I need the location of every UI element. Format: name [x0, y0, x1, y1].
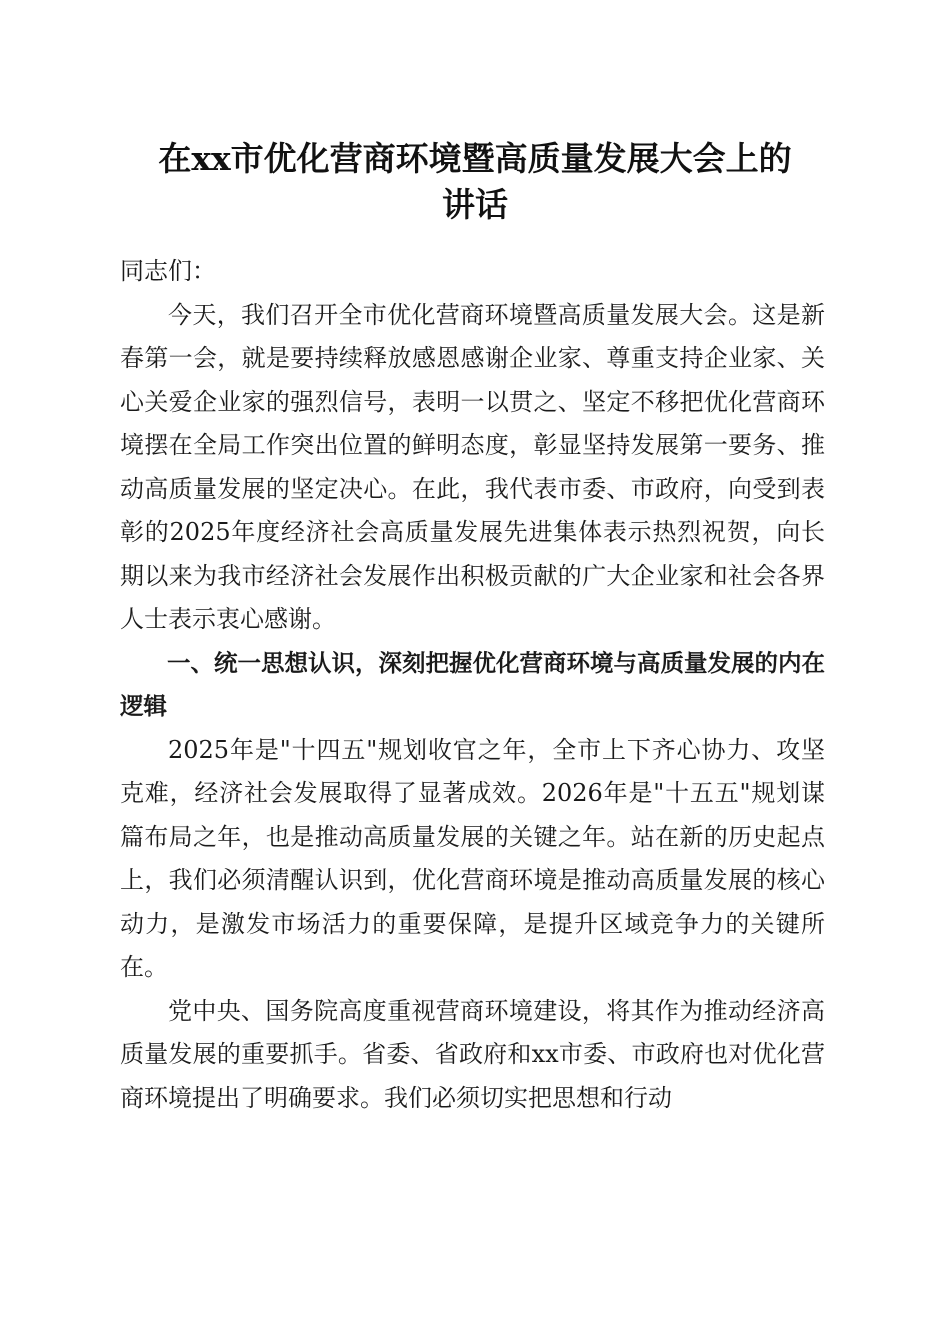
title-line-2: 讲话 — [442, 185, 508, 224]
paragraph-2: 2025年是"十四五"规划收官之年，全市上下齐心协力、攻坚克难，经济社会发展取得了显著成效。2026年是"十五五"规划谋篇布局之年，也是推动高质量发展的关键之年。站在新的历史起点上，我们必须清醒认识到，优化营商环境是推动高质量发展的核心动力，是激发市场活力的重要保障，是提升区域竞争力的关键所在。 — [120, 735, 825, 981]
section-heading-1: 一、统一思想认识，深刻把握优化营商环境与高质量发展的内在逻辑 — [120, 648, 825, 720]
paragraph-3: 党中央、国务院高度重视营商环境建设，将其作为推动经济高质量发展的重要抓手。省委、省政府和xx市委、市政府也对优化营商环境提出了明确要求。我们必须切实把思想和行动 — [120, 996, 825, 1112]
document-body — [120, 250, 825, 1120]
greeting: 同志们： — [120, 257, 216, 285]
document-title — [120, 136, 830, 228]
paragraph-1: 今天，我们召开全市优化营商环境暨高质量发展大会。这是新春第一会，就是要持续释放感恩感谢企业家、尊重支持企业家、关心关爱企业家的强烈信号，表明一以贯之、坚定不移把优化营商环境摆在全局工作突出位置的鲜明态度，彰显坚持发展第一要务、推动高质量发展的坚定决心。在此，我代表市委、市政府，向受到表彰的2025年度经济社会高质量发展先进集体表示热烈祝贺，向长期以来为我市经济社会发展作出积极贡献的广大企业家和社会各界人士表示衷心感谢。 — [120, 300, 825, 633]
title-line-1: 在xx市优化营商环境暨高质量发展大会上的 — [158, 139, 792, 178]
